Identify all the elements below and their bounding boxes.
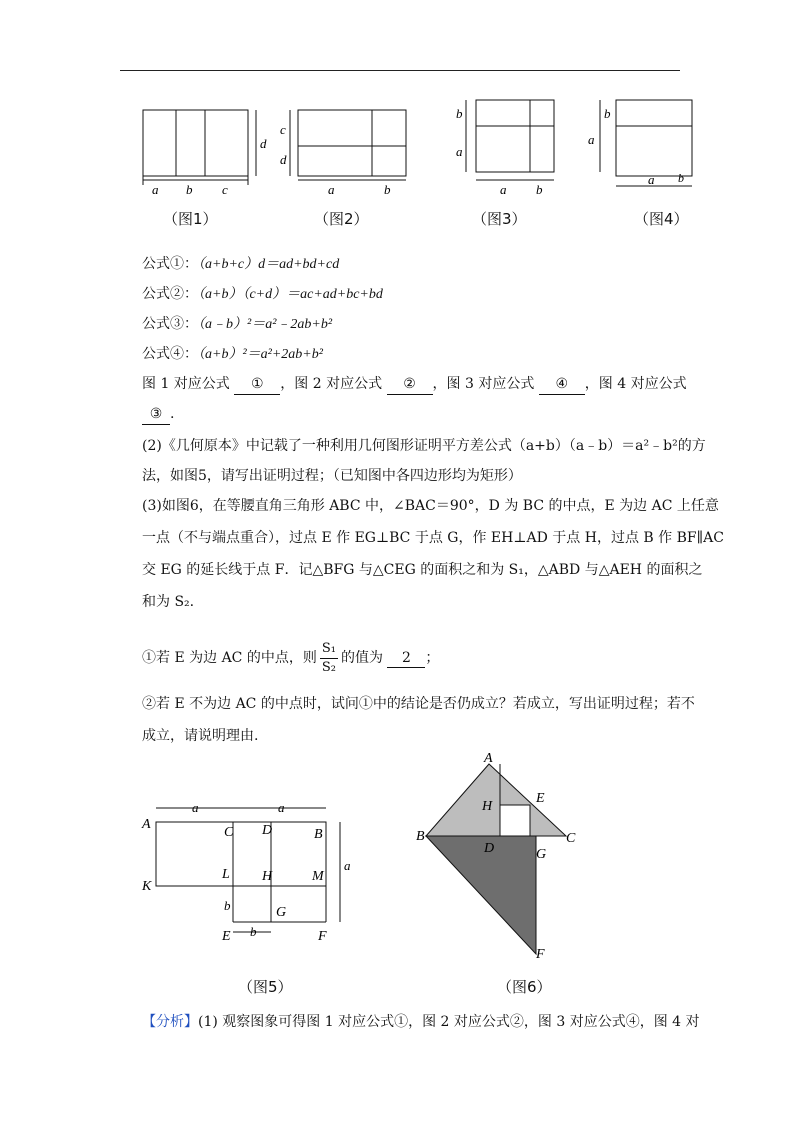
fig5-point-C: C: [224, 825, 234, 840]
fig4-label-b: b: [604, 106, 611, 121]
fig4-caption: （图4）: [634, 210, 689, 228]
fig6-caption: （图6）: [497, 978, 552, 996]
fig4-label-a: a: [588, 132, 595, 147]
q1-end: .: [170, 406, 175, 422]
fig6-point-A: A: [484, 751, 493, 766]
fig5-point-L: L: [222, 867, 230, 882]
fig5-point-D: D: [262, 823, 273, 838]
formula-2-expr: （a+b）（c+d）＝ac+ad+bc+bd: [198, 287, 383, 302]
formula-4: [142, 344, 323, 365]
fig3-label-b2: b: [536, 182, 543, 197]
fig5-point-B: B: [314, 827, 323, 842]
fig5-point-G: G: [276, 905, 287, 920]
ratio-denominator: S₂: [321, 659, 336, 675]
fig5-point-H: H: [262, 869, 273, 884]
fig3-label-a2: a: [500, 182, 507, 197]
sub2-line-2: 成立，请说明理由.: [142, 728, 259, 744]
q1-blank-2: ②: [387, 374, 433, 395]
q1-blank-1: ①: [234, 374, 280, 395]
sub1-line: [142, 636, 439, 680]
q1-answer-line-2: [142, 404, 174, 425]
ratio-fraction: [320, 640, 338, 677]
formula-1-label: 公式①：: [142, 256, 198, 272]
fig1-label-c: c: [222, 182, 228, 197]
fig5-label-a1: a: [192, 800, 199, 815]
fig5-point-K: K: [142, 879, 152, 894]
fig2-label-c: c: [280, 122, 286, 137]
fig6-point-G: G: [536, 847, 547, 862]
q3-line-2: 一点（不与端点重合），过点 E 作 EG⊥BC 于点 G，作 EH⊥AD 于点 H，过点 B 作 BF∥AC: [142, 530, 724, 546]
fig4-label-b2: b: [678, 171, 684, 185]
formula-4-label: 公式④：: [142, 346, 198, 362]
figure-2: [276, 100, 416, 196]
figure-3: [448, 96, 568, 196]
q1-text-4: ，图 4 对应公式: [584, 376, 687, 392]
fig2-caption: （图2）: [314, 210, 369, 228]
analysis-tag: 【分析】: [142, 1014, 198, 1030]
fig3-caption: （图3）: [472, 210, 527, 228]
fig1-caption: （图1）: [163, 210, 218, 228]
fig6-point-H: H: [482, 799, 493, 814]
fig2-label-d: d: [280, 152, 287, 167]
sub2-line-1: ②若 E 不为边 AC 的中点时，试问①中的结论是否仍成立？若成立，写出证明过程；若不: [142, 696, 695, 712]
q1-text-1: 图 1 对应公式: [142, 376, 230, 392]
figure-6: [412, 748, 592, 962]
fig3-label-b: b: [456, 106, 463, 121]
formula-3-label: 公式③：: [142, 316, 198, 332]
fig2-label-a: a: [328, 182, 335, 197]
figure-4: [586, 96, 706, 196]
ratio-numerator: S₁: [320, 640, 338, 659]
fig3-label-a: a: [456, 144, 463, 159]
analysis-line: [142, 1012, 700, 1032]
q1-text-2: ，图 2 对应公式: [280, 376, 383, 392]
fig5-point-E: E: [222, 929, 231, 944]
fig5-label-b1: b: [224, 898, 231, 913]
fig1-label-a: a: [152, 182, 159, 197]
q3-line-3: 交 EG 的延长线于点 F．记△BFG 与△CEG 的面积之和为 S₁，△ABD 与△AEH 的面积之: [142, 562, 703, 578]
sub1-end: ；: [425, 650, 440, 666]
formula-1-expr: （a+b+c）d＝ad+bd+cd: [198, 257, 340, 272]
formula-3-expr: （a﹣b）²＝a²﹣2ab+b²: [198, 317, 333, 332]
formula-2: [142, 284, 383, 305]
sub1-text-after: 的值为: [340, 650, 383, 666]
formula-1: [142, 254, 339, 275]
fig6-point-C: C: [566, 831, 576, 846]
fig5-label-a3: a: [344, 858, 351, 873]
formula-2-label: 公式②：: [142, 286, 198, 302]
fig2-label-b: b: [384, 182, 391, 197]
fig6-point-B: B: [416, 829, 425, 844]
fig4-label-a2: a: [648, 172, 655, 187]
analysis-text: (1) 观察图象可得图 1 对应公式①，图 2 对应公式②，图 3 对应公式④，图 4 对: [198, 1014, 700, 1030]
q1-blank-3: ④: [539, 374, 585, 395]
fig6-point-E: E: [536, 791, 545, 806]
formula-3: [142, 314, 332, 335]
fig6-point-F: F: [536, 947, 545, 962]
sub1-answer-blank: 2: [387, 649, 425, 668]
q3-line-1: (3)如图6，在等腰直角三角形 ABC 中，∠BAC＝90°，D 为 BC 的中点，E 为边 AC 上任意: [142, 498, 719, 514]
sub1-text: ①若 E 为边 AC 的中点，则: [142, 650, 317, 666]
header-rule: [120, 70, 680, 71]
q1-blank-4: ③: [142, 404, 170, 425]
figure-5: [138, 798, 368, 948]
q1-answer-line: [142, 374, 687, 395]
fig5-label-a2: a: [278, 800, 285, 815]
fig1-label-d: d: [260, 136, 267, 151]
formula-4-expr: （a+b）²＝a²+2ab+b²: [198, 347, 323, 362]
q3-line-4: 和为 S₂.: [142, 594, 195, 610]
fig5-point-A: A: [142, 817, 151, 832]
fig6-point-D: D: [484, 841, 495, 856]
q1-text-3: ，图 3 对应公式: [432, 376, 535, 392]
fig5-label-b2: b: [250, 924, 257, 939]
fig1-label-b: b: [186, 182, 193, 197]
fig5-caption: （图5）: [238, 978, 293, 996]
fig5-point-M: M: [312, 869, 324, 884]
figure-1: [138, 100, 278, 196]
fig5-point-F: F: [318, 929, 327, 944]
q2-line-2: 法，如图5，请写出证明过程；（已知图中各四边形均为矩形）: [142, 468, 522, 484]
q2-line-1: (2)《几何原本》中记载了一种利用几何图形证明平方差公式（a+b）（a﹣b）＝a²﹣b²的方: [142, 438, 706, 454]
